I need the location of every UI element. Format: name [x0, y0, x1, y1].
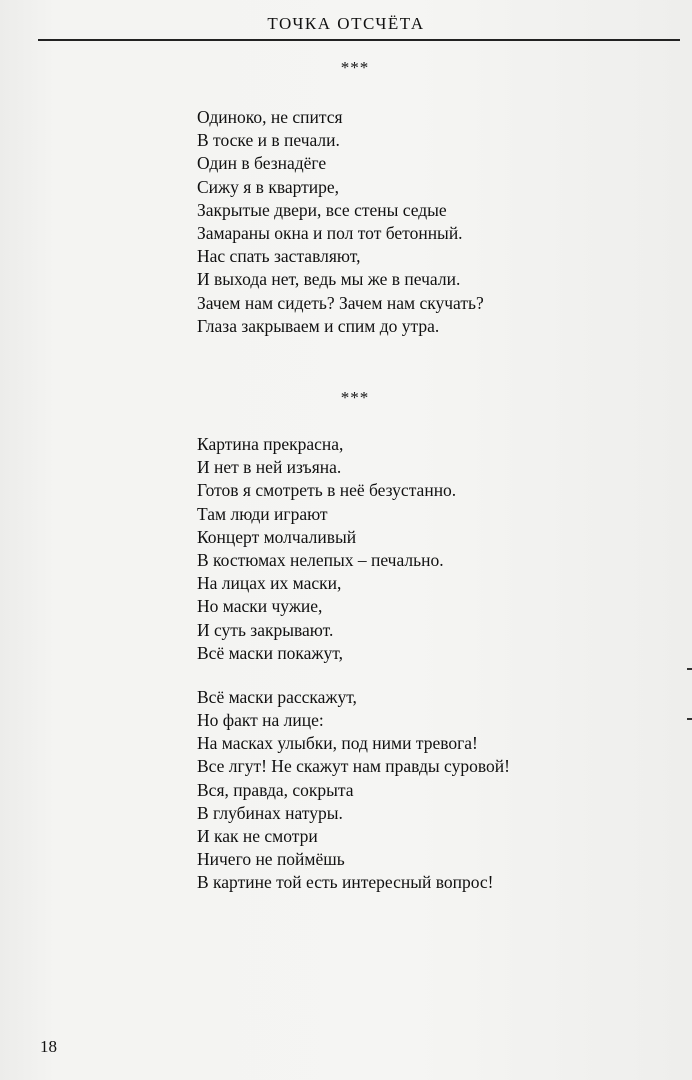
- poem-1: [197, 106, 484, 338]
- poem-line: Нас спать заставляют,: [197, 246, 361, 267]
- poem-line: И нет в ней изъяна.: [197, 457, 342, 478]
- poem-line: Картина прекрасна,: [197, 434, 344, 454]
- header-rule: [38, 39, 680, 41]
- page-edge-mark: [687, 668, 692, 670]
- poem-line: Замараны окна и пол тот бетонный.: [197, 222, 463, 243]
- poem-line: И как не смотри: [197, 826, 318, 846]
- stanza-gap: [197, 665, 510, 686]
- poem-line: Глаза закрываем и спим до утра.: [197, 315, 440, 336]
- poem-line: Готов я смотреть в неё безустанно.: [197, 480, 457, 501]
- poem-line: Но маски чужие,: [197, 596, 323, 617]
- poem-line: В тоске и в печали.: [197, 130, 340, 151]
- poem-1-section-mark: ***: [340, 58, 370, 77]
- poem-line: Концерт молчаливый: [197, 526, 357, 547]
- poem-line: Всё маски расскажут,: [197, 686, 357, 707]
- poem-line: В костюмах нелепых – печально.: [197, 549, 444, 570]
- poem-line: И выхода нет, ведь мы же в печали.: [197, 269, 461, 290]
- poem-line: Закрытые двери, все стены седые: [197, 199, 447, 220]
- poem-line: Все лгут! Не скажут нам правды суровой!: [197, 756, 510, 777]
- running-header-title: ТОЧКА ОТСЧЁТА: [267, 14, 425, 33]
- poem-line: Там люди играют: [197, 503, 328, 524]
- poem-line: Всё маски покажут,: [197, 642, 343, 663]
- page-number: 18: [40, 1037, 57, 1056]
- poem-line: Вся, правда, сокрыта: [197, 779, 354, 800]
- poem-line: На масках улыбки, под ними тревога!: [197, 733, 478, 754]
- page-edge-mark: [687, 718, 692, 720]
- poem-line: На лицах их маски,: [197, 573, 342, 594]
- poem-line: Но факт на лице:: [197, 710, 324, 731]
- poem-line: Ничего не поймёшь: [197, 849, 345, 870]
- poem-line: Зачем нам сидеть? Зачем нам скучать?: [197, 292, 484, 313]
- poem-2-section-mark: ***: [340, 388, 370, 407]
- poem-2: [197, 433, 510, 895]
- poem-line: В глубинах натуры.: [197, 802, 343, 823]
- poem-line: Один в безнадёге: [197, 153, 327, 174]
- poem-line: Сижу я в квартире,: [197, 176, 340, 197]
- poem-line: Одиноко, не спится: [197, 107, 343, 127]
- poem-line: И суть закрывают.: [197, 619, 334, 640]
- poem-line: В картине той есть интересный вопрос!: [197, 872, 494, 893]
